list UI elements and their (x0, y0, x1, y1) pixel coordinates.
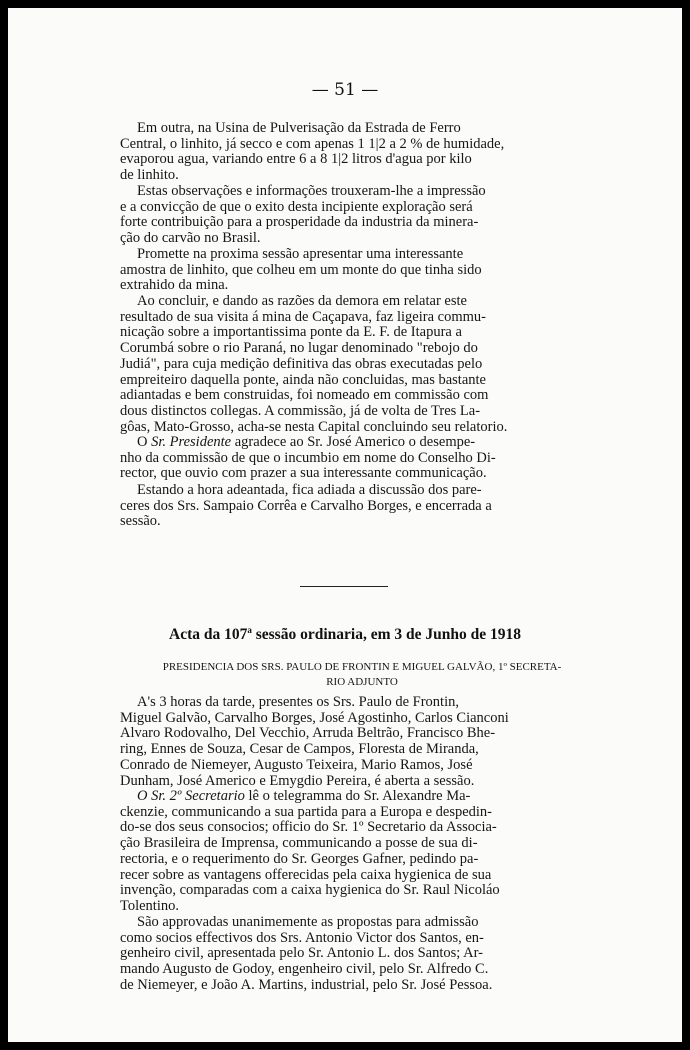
document-page (8, 8, 682, 1042)
heading-ordinal: a (247, 625, 252, 635)
paragraph-telegramma (120, 789, 604, 915)
minutes-heading (8, 625, 682, 644)
heading-rest: sessão ordinaria, em 3 de Junho de 1918 (251, 626, 521, 644)
presidente-title: Sr. Presidente (151, 434, 232, 450)
paragraph-propostas: São approvadas unanimemente as propostas para admissão como socios effectivos dos Srs. Antonio Victor dos Santos, en- genheiro civil, apresentada pelo Sr. Antonio L. dos Santos; Ar- mando Augusto de Godoy, engenheiro civil, pelo Sr. Alfredo C. de Niemeyer, e João A. Martins, industrial, pelo Sr. José Pessoa. (120, 914, 493, 993)
paragraph-encerrada: Estando a hora adeantada, fica adiada a discussão dos pare- ceres dos Srs. Sampaio Corrêa e Carvalho Borges, e encerrada a sessão. (120, 482, 492, 530)
secretario-title: O Sr. 2º Secretario (137, 788, 245, 804)
section-divider (300, 586, 388, 587)
presidente-lead: O (137, 434, 152, 450)
presidency-subheading: PRESIDENCIA DOS SRS. PAULO DE FRONTIN E MIGUEL GALVÃO, 1º SECRETA- RIO ADJUNTO (162, 661, 562, 688)
paragraph-usina: Em outra, na Usina de Pulverisação da Estrada de Ferro Central, o linhito, já secco e com apenas 1 1|2 a 2 % de humidade, evaporou agua, variando entre 6 a 8 1|2 litros d'agua por kilo de linhito. (120, 120, 505, 184)
paragraph-presidente (120, 435, 604, 482)
telegramma-rest: lê o telegramma do Sr. Alexandre Ma- ckenzie, communicando a sua partida para a Europa e despedin- do-se dos seus consocios; officio do Sr. 1º Secretario da Associa- ção Brasileira de Imprensa, communicando a posse de sua di- rectoria, e o requerimento do Sr. Georges Gafner, pedindo pa- recer sobre as vantagens offerecidas pela caixa hygienica de sua invenção, comparadas com a caixa hygienica do Sr. Raul Nicoláo Tolentino. (120, 788, 500, 914)
paragraph-concluir: Ao concluir, e dando as razões da demora em relatar este resultado de sua visita á mina de Caçapava, faz ligeira commu- nicação sobre a importantissima ponte da E. F. de Itapura a Corumbá sobre o rio Paraná, no lugar denominado "rebojo do Judiá", para cuja medição definitiva das obras executadas pelo empreiteiro daquella ponte, ainda não concluidas, mas bastante adiantadas e bem construidas, foi nomeado em commissão com dous distinctos collegas. A commissão, já de volta de Tres La- gôas, Mato-Grosso, acha-se nesta Capital concluindo seu relatorio. (120, 293, 508, 435)
presidente-rest: agradece ao Sr. José Americo o desempe- nho da commissão de que o incumbio em nome do Conselho Di- rector, que ouvio com prazer a sua interessante communicação. (120, 434, 496, 482)
heading-main: Acta da 107 (169, 626, 248, 644)
paragraph-observacoes: Estas observações e informações trouxeram-lhe a impressão e a convicção de que o exito desta incipiente exploração será forte contribuição para a prosperidade da industria da minera- ção do carvão no Brasil. (120, 183, 486, 247)
paragraph-promette: Promette na proxima sessão apresentar uma interessante amostra de linhito, que colheu em um monte do que tinha sido extrahido da mina. (120, 246, 482, 294)
page-number: — 51 — (311, 80, 379, 100)
paragraph-presentes: A's 3 horas da tarde, presentes os Srs. Paulo de Frontin, Miguel Galvão, Carvalho Borges, José Agostinho, Carlos Cianconi Alvaro Rodovalho, Del Vecchio, Arruda Beltrão, Francisco Bhe- ring, Ennes de Souza, Cesar de Campos, Floresta de Miranda, Conrado de Niemeyer, Augusto Teixeira, Mario Ramos, José Dunham, José Americo e Emygdio Pereira, é aberta a sessão. (120, 694, 509, 789)
